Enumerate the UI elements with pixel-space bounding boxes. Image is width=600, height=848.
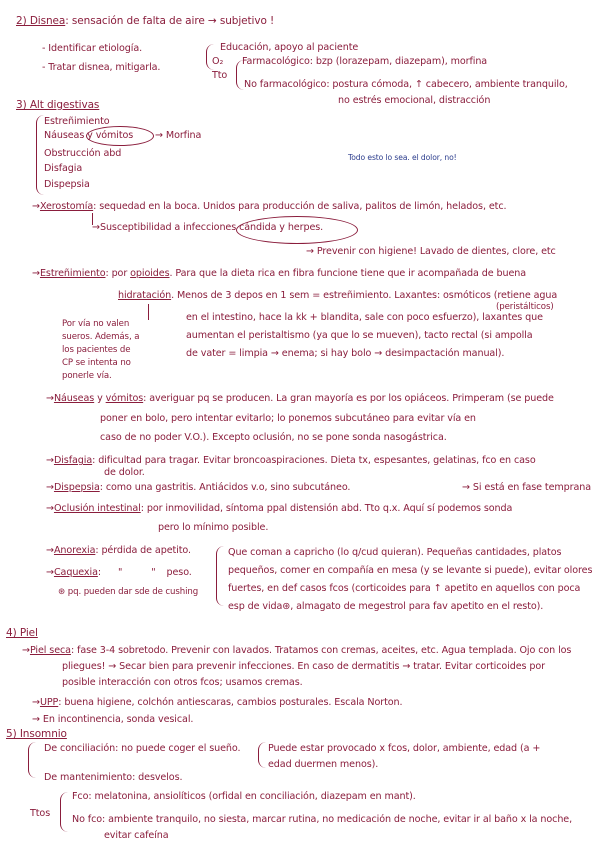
anorexia-text: : pérdida de apetito. <box>95 545 191 556</box>
anorexia-arrow: → <box>46 545 54 556</box>
insomnio-heading: 5) Insomnio <box>6 728 67 740</box>
opioides-text: opioides <box>130 268 170 279</box>
margin-note-4: CP se intenta no <box>62 358 131 368</box>
upp-line <box>32 697 402 709</box>
margin-note-3: los pacientes de <box>62 345 131 355</box>
caquexia-line <box>46 567 192 579</box>
nauseas-y: y <box>97 393 103 404</box>
list-nauseas: Náuseas y <box>44 130 93 141</box>
oclusion-line-1 <box>46 503 512 515</box>
oclusion-arrow: → <box>46 503 54 514</box>
estrenimiento-arrow: → <box>32 268 40 279</box>
section-2-title <box>16 15 274 27</box>
susceptibilidad-arrow: → <box>92 222 100 233</box>
insomnio-fco: Fco: melatonina, ansiolíticos (orfidal en conciliación, diazepam en mant). <box>72 791 416 802</box>
xerostomia-arrow: → <box>32 201 40 212</box>
margin-connector <box>148 304 149 320</box>
estrenimiento-text-2: . Menos de 3 depos en 1 sem = estreñimiento. Laxantes: osmóticos (retiene agua <box>171 290 558 301</box>
disnea-heading: 2) Disnea <box>16 15 66 27</box>
list-vomitos: vómitos <box>95 130 134 141</box>
insomnio-ttos: Ttos <box>30 808 51 819</box>
estrenimiento-text-1: . Para que la dieta rica en fibra funcione tiene que ir acompañada de buena <box>169 268 527 279</box>
piel-seca-arrow: → <box>22 645 30 656</box>
piel-seca-text-1: : fase 3-4 sobretodo. Prevenir con lavados. Tratamos con cremas, aceites, etc. Agua templada. Ojo con los <box>70 645 572 656</box>
disnea-bullet-identify: - Identificar etiología. <box>42 43 143 54</box>
caquexia-ditto-1: " <box>117 567 123 578</box>
candida-herpes-text: cándida y herpes. <box>239 222 324 233</box>
insomnio-causa-brace <box>258 742 267 768</box>
piel-heading: 4) Piel <box>6 627 38 639</box>
caquexia-ditto-2: " <box>151 567 156 578</box>
disnea-education: Educación, apoyo al paciente <box>220 42 359 53</box>
dispepsia-line <box>46 482 350 494</box>
estrenimiento-text-4: aumentan el peristaltismo (ya que lo se mueven), tacto rectal (si ampolla <box>186 330 533 341</box>
piel-seca-line-1 <box>22 645 571 657</box>
caquexia-dots: : <box>97 567 101 578</box>
margin-note-5: ponerle vía. <box>62 371 112 381</box>
morfina-arrow: → Morfina <box>155 130 202 141</box>
apetito-text-1: Que coman a capricho (lo q/cud quieran). Pequeñas cantidades, platos <box>228 547 562 558</box>
disnea-definition: : sensación de falta de aire → subjetivo ! <box>65 15 275 27</box>
insomnio-causa-1: Puede estar provocado x fcos, dolor, ambiente, edad (a + <box>268 743 541 754</box>
estrenimiento-text-3: en el intestino, hace la kk + blandita, sale con poco esfuerzo), laxantes que <box>186 312 543 323</box>
insomnio-brace <box>28 742 39 778</box>
upp-text: : buena higiene, colchón antiescaras, cambios posturales. Escala Norton. <box>58 697 403 708</box>
piel-seca-text-2: pliegues! → Secar bien para prevenir infecciones. En caso de dermatitis → tratar. Evitar corticoides por <box>62 661 545 672</box>
disfagia-arrow: → <box>46 455 54 466</box>
alt-digestivas-heading: 3) Alt digestivas <box>16 99 100 111</box>
nauseas-vomitos-text-3: caso de no poder V.O.). Excepto oclusión, no se pone sonda nasogástrica. <box>100 432 447 443</box>
nauseas-vomitos-text-1: : averiguar pq se producen. La gran mayoría es por los opiáceos. Primperam (se puede <box>143 393 554 404</box>
caquexia-label: Caquexia <box>53 567 98 578</box>
dispepsia-arrow: → <box>46 482 54 493</box>
nauseas-label: Náuseas <box>53 393 95 404</box>
disnea-tto: Tto <box>212 70 228 81</box>
piel-seca-label: Piel seca <box>29 645 71 656</box>
oclusion-text-2: pero lo mínimo posible. <box>158 522 269 533</box>
disfagia-label: Disfagia <box>53 455 93 466</box>
estrenimiento-line-1 <box>32 268 526 280</box>
insomnio-no-fco-2: evitar cafeína <box>104 830 169 841</box>
prevenir-higiene: → Prevenir con higiene! Lavado de dientes, clore, etc <box>306 246 556 257</box>
disnea-o2: O₂ <box>212 56 224 67</box>
disfagia-line-1 <box>46 455 536 467</box>
vomitos-circle <box>86 126 154 146</box>
margin-note-1: Por vía no valen <box>62 319 130 329</box>
estrenimiento-text-5: de vater = limpia → enema; si hay bolo → desimpactación manual). <box>186 348 505 359</box>
upp-label: UPP <box>39 697 59 708</box>
disnea-no-farmacologico-1: No farmacológico: postura cómoda, ↑ cabecero, ambiente tranquilo, <box>244 79 568 90</box>
margin-note-2: sueros. Además, a <box>62 332 140 342</box>
estrenimiento-label: Estreñimiento <box>39 268 106 279</box>
oclusion-label: Oclusión intestinal <box>53 503 141 514</box>
upp-arrow: → <box>32 697 40 708</box>
disfagia-text-2: de dolor. <box>104 467 145 478</box>
dispepsia-label: Dispepsia <box>53 482 100 493</box>
hidratacion-text: hidratación <box>118 290 172 301</box>
piel-seca-text-3: posible interacción con otros fcos; usamos cremas. <box>62 677 303 688</box>
incontinencia-text: → En incontinencia, sonda vesical. <box>32 714 194 725</box>
insomnio-causa-2: edad duermen menos). <box>268 759 379 770</box>
vomitos-label: vómitos <box>105 393 144 404</box>
susceptibilidad-text: Susceptibilidad a infecciones <box>99 222 237 233</box>
caquexia-arrow: → <box>46 567 54 578</box>
pq-cushing-note: ⊛ pq. pueden dar sde de cushing <box>58 587 199 597</box>
list-disfagia: Disfagia <box>44 163 83 174</box>
list-dispepsia: Dispepsia <box>44 179 90 190</box>
oclusion-text-1: : por inmovilidad, síntoma ppal distensión abd. Tto q.x. Aquí sí podemos sonda <box>140 503 513 514</box>
fase-temprana-note: → Si está en fase temprana <box>462 482 592 493</box>
insomnio-ttos-brace <box>60 792 69 832</box>
candida-herpes-circle <box>236 216 358 244</box>
apetito-brace <box>216 546 225 606</box>
apetito-text-3: fuertes, en def casos fcos (corticoides para ↑ apetito en aquellos con poca <box>228 583 581 594</box>
disfagia-text-1: : dificultad para tragar. Evitar broncoaspiraciones. Dieta tx, espesantes, gelatinas, fco en caso <box>92 455 536 466</box>
list-obstruccion: Obstrucción abd <box>44 148 122 159</box>
disnea-no-farmacologico-2: no estrés emocional, distracción <box>338 95 491 106</box>
xerostomia-line <box>32 201 506 213</box>
peristalticos-note: (peristálticos) <box>496 302 554 312</box>
xerostomia-text: : sequedad en la boca. Unidos para producción de saliva, palitos de limón, helados, etc. <box>93 201 507 212</box>
nauseas-arrow: → <box>46 393 54 404</box>
blue-margin-note: Todo esto lo sea. el dolor, no! <box>348 153 457 162</box>
anorexia-line <box>46 545 191 557</box>
caquexia-text: peso. <box>166 567 192 578</box>
estrenimiento-line-2 <box>118 290 557 302</box>
nauseas-vomitos-text-2: poner en bolo, pero intentar evitarlo; lo ponemos subcutáneo para evitar vía en <box>100 413 476 424</box>
dispepsia-text: : como una gastritis. Antiácidos v.o, sino subcutáneo. <box>99 482 351 493</box>
disnea-bullet-treat: - Tratar disnea, mitigarla. <box>42 62 161 73</box>
insomnio-no-fco-1: No fco: ambiente tranquilo, no siesta, marcar rutina, no medicación de noche, evitar ir al baño x la noche, <box>72 814 573 825</box>
insomnio-mantenimiento: De mantenimiento: desvelos. <box>44 772 183 783</box>
apetito-text-4: esp de vida⊛, almagato de megestrol para fav apetito en el resto). <box>228 601 544 612</box>
estrenimiento-por: : por <box>105 268 128 279</box>
apetito-text-2: pequeños, comer en compañía en mesa (y se levante si puede), evitar olores <box>228 565 593 576</box>
list-estrenimiento: Estreñimiento <box>44 116 110 127</box>
insomnio-conciliacion: De conciliación: no puede coger el sueño. <box>44 743 241 754</box>
anorexia-label: Anorexia <box>53 545 96 556</box>
nauseas-vomitos-line-1 <box>46 393 554 405</box>
xerostomia-label: Xerostomía <box>39 201 94 212</box>
disnea-farmacologico: Farmacológico: bzp (lorazepam, diazepam), morfina <box>242 56 488 67</box>
